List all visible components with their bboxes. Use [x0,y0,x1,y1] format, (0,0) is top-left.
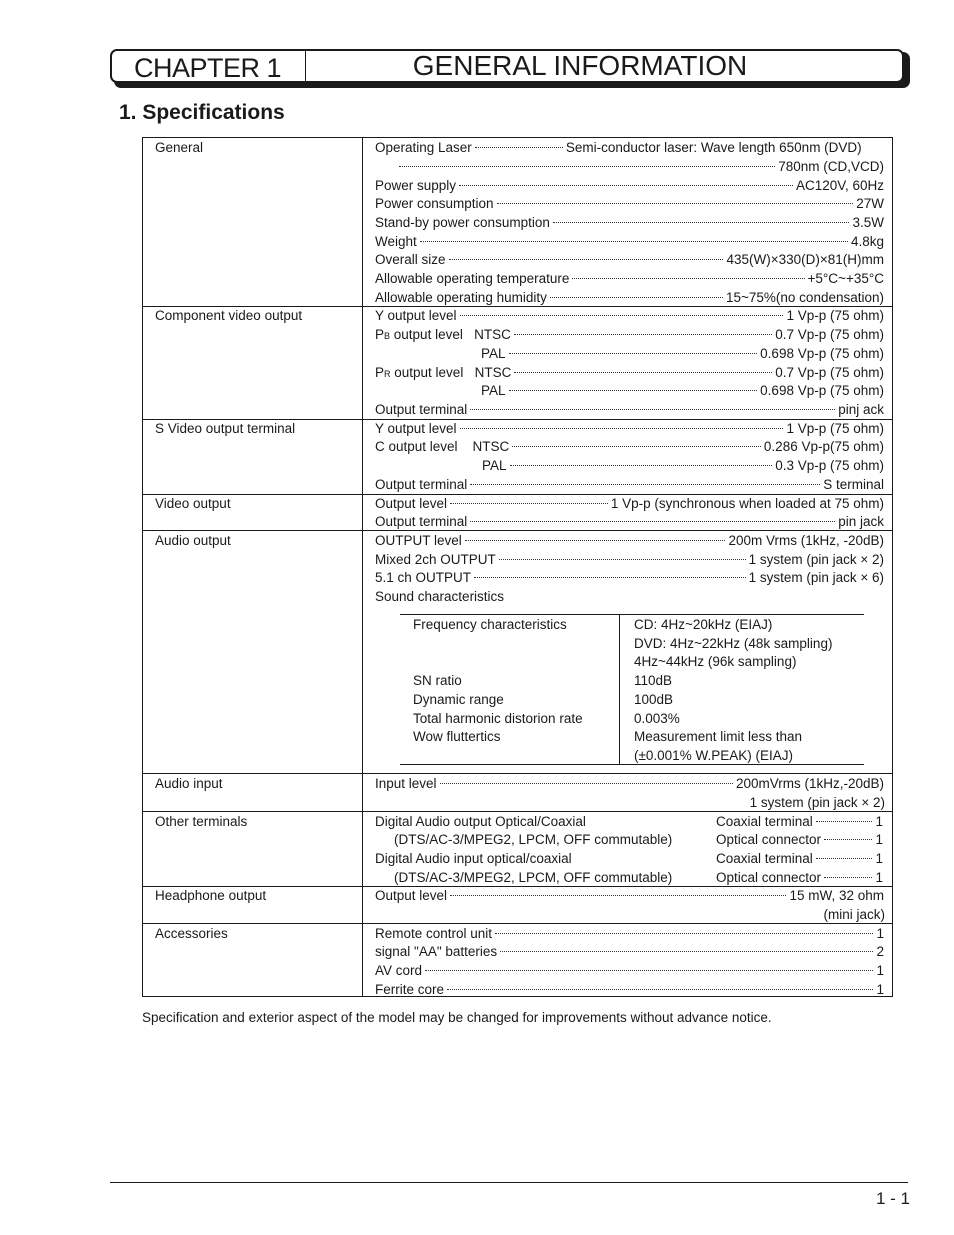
dot-leader [509,390,758,391]
sound-value: CD: 4Hz~20kHz (EIAJ) [634,617,773,632]
spec-value: 1 [876,963,884,978]
dot-leader [474,577,746,578]
spec-value: pin jack [838,514,884,529]
spec-row [399,158,884,176]
category-general: General [155,140,204,155]
dot-leader [399,166,775,167]
spec-label: AV cord [375,963,423,978]
spec-value: 1 [875,814,883,829]
spec-value: 0.698 Vp-p (75 ohm) [760,346,884,361]
spec-value: 15~75%(no condensation) [726,290,884,305]
sound-label: Total harmonic distorion rate [413,711,583,726]
sound-value: Measurement limit less than [634,729,803,744]
footer-rule [110,1182,908,1183]
spec-value: 0.7 Vp-p (75 ohm) [775,365,884,380]
dot-leader [460,315,784,316]
digital-audio-output: Digital Audio output Optical/Coaxial [375,814,586,829]
pb-label: output level NTSC [390,327,511,342]
sound-table-top-rule [400,614,864,615]
spec-row [375,177,884,195]
sound-value: 0.003% [634,711,680,726]
spec-row [481,382,884,400]
page-number: 1 - 1 [875,1189,910,1208]
spec-label: PAL [482,458,507,473]
dot-leader [449,259,724,260]
spec-row [375,943,884,961]
sound-table-bottom-rule [400,764,864,765]
spec-label: signal "AA" batteries [375,944,498,959]
dot-leader [816,821,873,822]
spec-row [375,981,884,999]
spec-label: Remote control unit [375,926,493,941]
spec-row [375,139,884,157]
spec-value: 2 [876,944,884,959]
chapter-label: CHAPTER 1 [134,53,282,83]
dot-leader [514,334,772,335]
dot-leader [514,372,772,373]
pr-subscript: R [384,369,391,379]
spec-row [375,195,884,213]
spec-value: 1 Vp-p (75 ohm) [786,308,884,323]
dot-leader [470,409,835,410]
sound-table-divider [619,614,620,764]
spec-value: 1 Vp-p (75 ohm) [786,421,884,436]
category-component-video: Component video output [155,308,303,323]
sound-value: 4Hz~44kHz (96k sampling) [634,654,797,669]
pr-label: output level NTSC [390,365,512,380]
spec-label: Optical connector [716,870,822,885]
spec-label: Output terminal [375,402,468,417]
dot-leader [509,353,758,354]
sound-characteristics-label: Sound characteristics [375,589,505,604]
spec-value: 1 [875,832,883,847]
spec-value: 1 [876,926,884,941]
dot-leader [420,241,848,242]
spec-value: Semi-conductor laser: Wave length 650nm (DVD) [565,140,862,155]
spec-row [375,476,884,494]
category-other-terminals: Other terminals [155,814,248,829]
sound-value: 100dB [634,692,674,707]
spec-row [716,850,883,868]
category-video-output: Video output [155,496,231,511]
sound-value: 110dB [634,673,673,688]
spec-label: Output level [375,496,448,511]
sound-label: Wow fluttertics [413,729,501,744]
spec-value: 1 [875,870,883,885]
dot-leader [512,446,761,447]
spec-value: (mini jack) [823,907,885,922]
category-s-video: S Video output terminal [155,421,296,436]
spec-label: Operating Laser [375,140,472,155]
dot-leader [465,540,726,541]
spec-value: 1 system (pin jack × 2) [748,552,884,567]
spec-value: AC120V, 60Hz [795,178,884,193]
chapter-title: GENERAL INFORMATION [412,50,748,81]
spec-value: 4.8kg [850,234,884,249]
digital-audio-output-note: (DTS/AC-3/MPEG2, LPCM, OFF commutable) [394,832,673,847]
spec-table-column-divider [362,137,363,997]
spec-value: 0.286 Vp-p(75 ohm) [763,439,884,454]
spec-value: pinj ack [838,402,884,417]
spec-value: 0.7 Vp-p (75 ohm) [775,327,884,342]
dot-leader [475,147,563,148]
spec-value: 780nm (CD,VCD) [778,159,884,174]
spec-value: 200m Vrms (1kHz, -20dB) [728,533,884,548]
spec-label: 5.1 ch OUTPUT [375,570,472,585]
spec-row [716,869,883,887]
spec-value: 0.3 Vp-p (75 ohm) [775,458,884,473]
spec-value: 1 [876,982,884,997]
category-audio-output: Audio output [155,533,231,548]
dot-leader [495,933,873,934]
spec-label: PAL [481,383,506,398]
spec-value: 1 Vp-p (synchronous when loaded at 75 ohm) [610,496,884,511]
spec-row [375,495,884,513]
dot-leader [500,951,873,952]
spec-label: OUTPUT level [375,533,462,548]
spec-row [375,925,884,943]
spec-label [375,326,511,345]
spec-row [375,233,884,251]
spec-row [375,289,884,307]
dot-leader [553,222,850,223]
spec-row [375,775,884,793]
dot-leader [824,877,872,878]
spec-label: Output terminal [375,477,468,492]
pb-subscript: B [384,331,391,341]
sound-label: SN ratio [413,673,462,688]
category-audio-input: Audio input [155,776,223,791]
dot-leader [572,278,804,279]
spec-label: Allowable operating temperature [375,271,570,286]
dot-leader [499,559,746,560]
spec-row [375,551,884,569]
spec-row [716,813,883,831]
pr-prefix: P [375,365,385,380]
spec-label: Power consumption [375,196,494,211]
spec-label: Power supply [375,178,457,193]
dot-leader [510,465,773,466]
spec-value: 3.5W [852,215,884,230]
sound-value: DVD: 4Hz~22kHz (48k sampling) [634,636,833,651]
spec-label: Allowable operating humidity [375,290,547,305]
spec-row [375,962,884,980]
spec-row [481,345,884,363]
spec-row [375,251,884,269]
footnote: Specification and exterior aspect of the model may be changed for improvements without advance notice. [142,1010,772,1025]
spec-label: Y output level [375,421,457,436]
section-title: 1. Specifications [119,101,285,124]
spec-row [375,887,884,905]
dot-leader [447,989,873,990]
sound-label: Frequency characteristics [413,617,567,632]
spec-label: Ferrite core [375,982,445,997]
dot-leader [497,203,854,204]
spec-value: 0.698 Vp-p (75 ohm) [760,383,884,398]
spec-value: 200mVrms (1kHz,-20dB) [735,776,884,791]
spec-label: Y output level [375,308,457,323]
spec-row [375,401,884,419]
dot-leader [440,783,733,784]
digital-audio-input: Digital Audio input optical/coaxial [375,851,572,866]
spec-value: 27W [856,196,884,211]
spec-value: 15 mW, 32 ohm [789,888,884,903]
dot-leader [470,521,835,522]
spec-value: +5°C~+35°C [807,271,884,286]
spec-value: 435(W)×330(D)×81(H)mm [726,252,884,267]
spec-label: Weight [375,234,417,249]
spec-label [375,364,511,383]
spec-row [375,364,884,382]
dot-leader [824,839,872,840]
dot-leader [450,503,608,504]
spec-label: Coaxial terminal [716,851,813,866]
spec-row [375,532,884,550]
spec-value: 1 system (pin jack × 6) [748,570,884,585]
spec-label: Input level [375,776,437,791]
spec-label: Overall size [375,252,446,267]
dot-leader [816,858,873,859]
spec-row [482,457,884,475]
row-divider [142,773,893,774]
spec-value: 1 [875,851,883,866]
spec-label: Output level [375,888,448,903]
spec-label: Output terminal [375,514,468,529]
dot-leader [450,895,786,896]
spec-row [716,831,883,849]
digital-audio-input-note: (DTS/AC-3/MPEG2, LPCM, OFF commutable) [394,870,673,885]
spec-label: Mixed 2ch OUTPUT [375,552,496,567]
category-accessories: Accessories [155,926,228,941]
spec-row [375,513,884,531]
category-headphone-output: Headphone output [155,888,267,903]
spec-row [375,420,884,438]
dot-leader [470,484,820,485]
dot-leader [460,428,784,429]
spec-label: C output level NTSC [375,439,510,454]
spec-value: 1 system (pin jack × 2) [749,795,885,810]
spec-label: Optical connector [716,832,822,847]
spec-row [375,569,884,587]
spec-row [375,326,884,344]
spec-row [375,438,884,456]
spec-label: Stand-by power consumption [375,215,550,230]
dot-leader [550,297,723,298]
spec-row [375,270,884,288]
spec-label: PAL [481,346,506,361]
spec-row [375,214,884,232]
spec-row [375,307,884,325]
sound-value: (±0.001% W.PEAK) (EIAJ) [634,748,793,763]
dot-leader [459,185,793,186]
spec-label: Coaxial terminal [716,814,813,829]
dot-leader [425,970,873,971]
sound-label: Dynamic range [413,692,504,707]
spec-value: S terminal [823,477,884,492]
pb-prefix: P [375,327,385,342]
